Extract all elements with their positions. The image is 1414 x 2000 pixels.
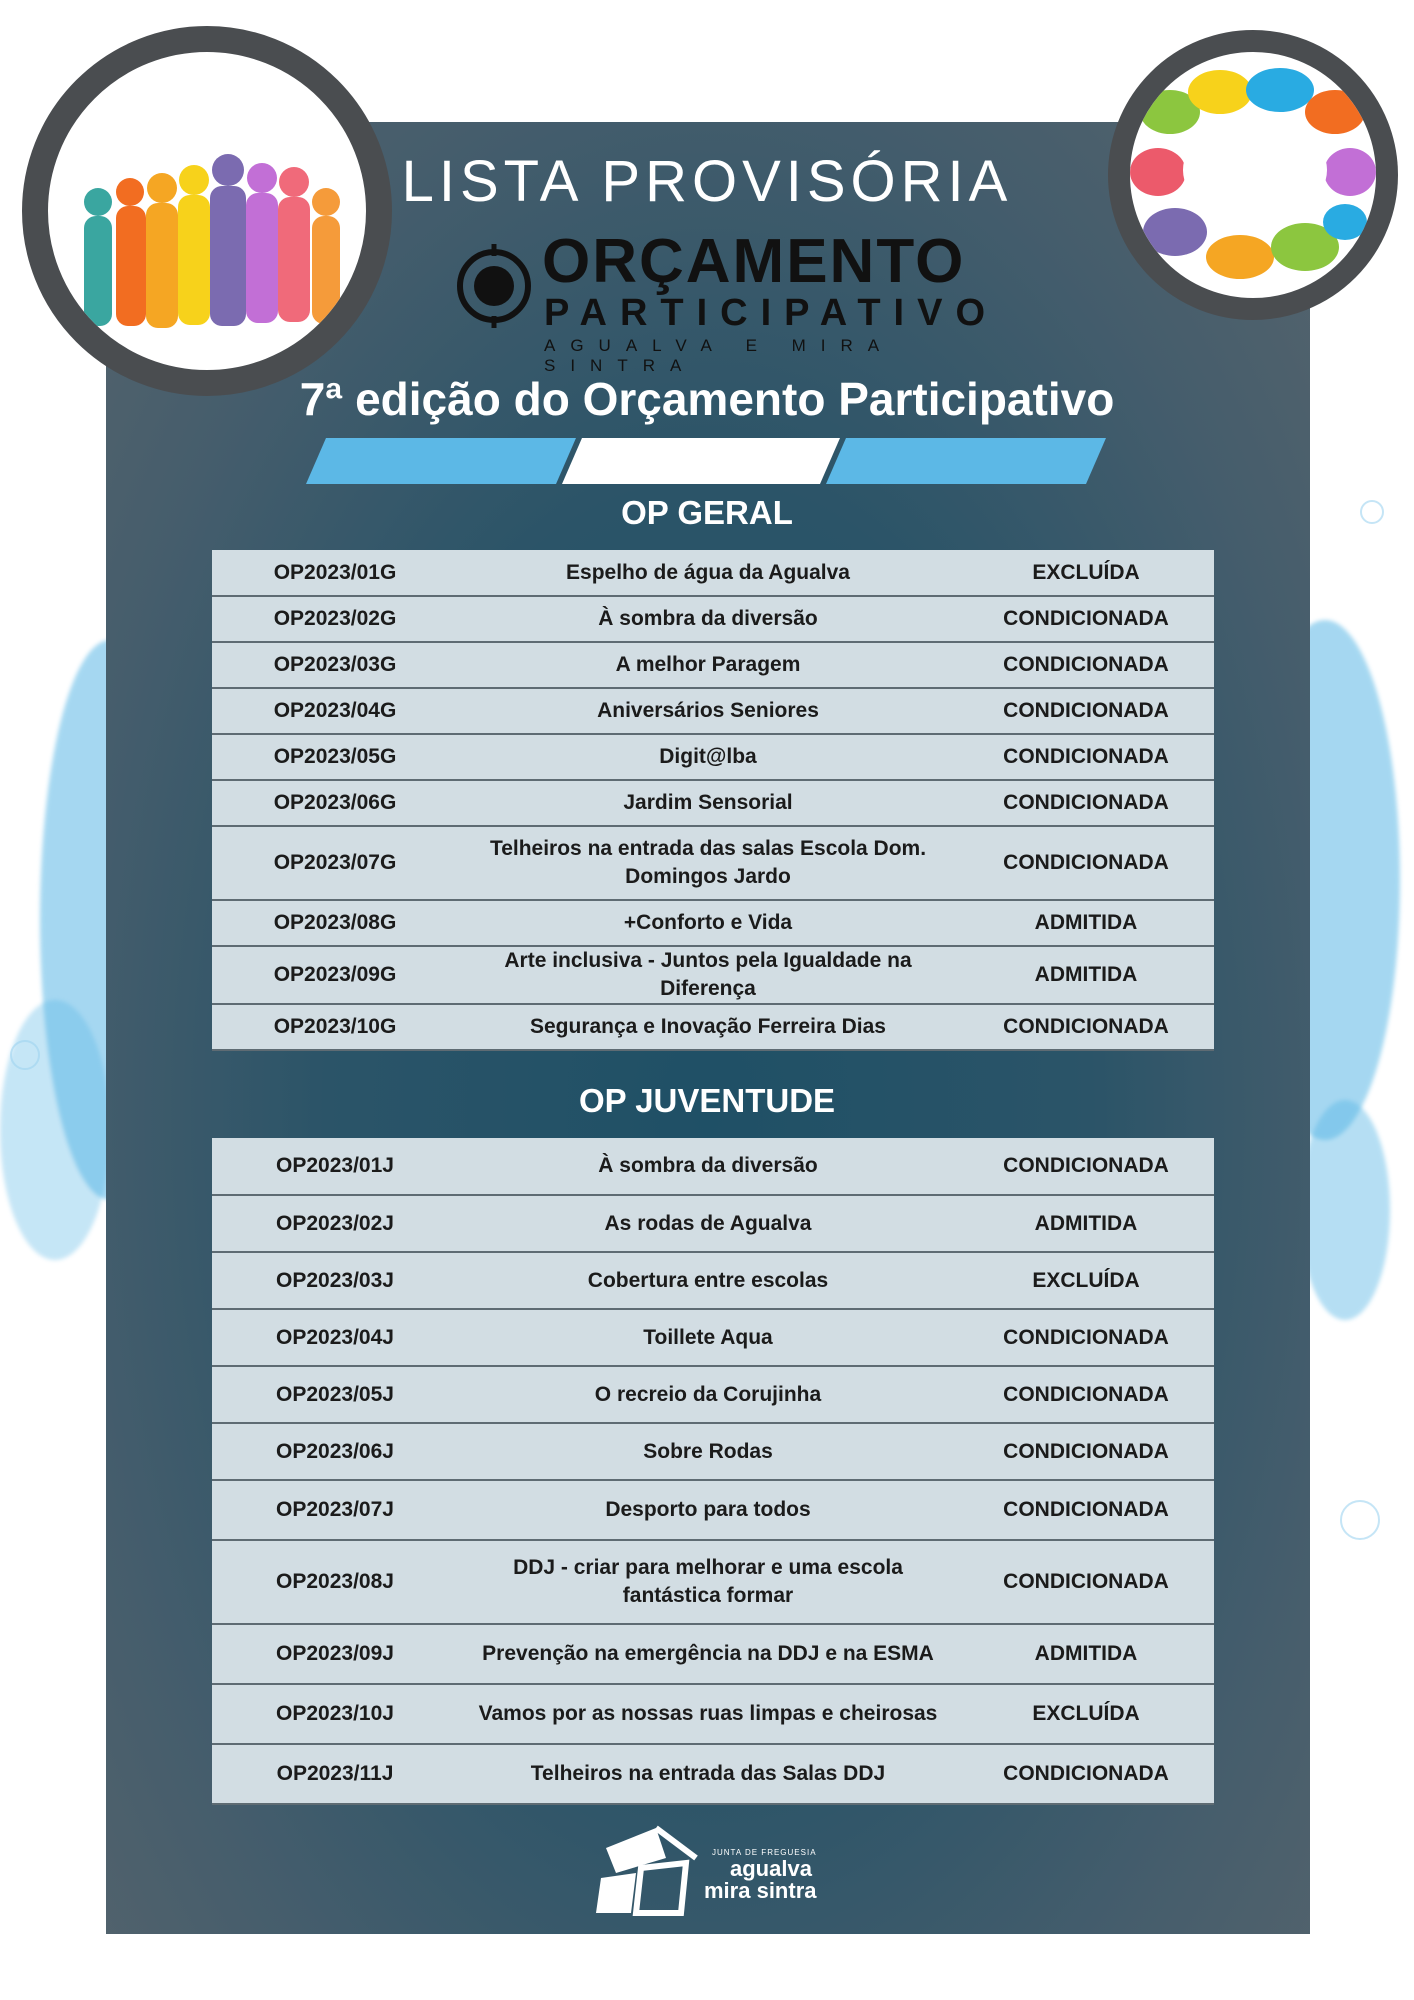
table-row bbox=[212, 1423, 1214, 1480]
project-status: CONDICIONADA bbox=[958, 1540, 1214, 1624]
section-title-op-geral: OP GERAL bbox=[621, 494, 793, 531]
decor-ring bbox=[1340, 1500, 1380, 1540]
project-name: Telheiros na entrada das Salas DDJ bbox=[458, 1744, 958, 1804]
project-name: +Conforto e Vida bbox=[458, 900, 958, 946]
logo-subtitle: AGUALVA E MIRA SINTRA bbox=[544, 336, 894, 375]
project-status: ADMITIDA bbox=[958, 1624, 1214, 1684]
project-status: CONDICIONADA bbox=[958, 1480, 1214, 1540]
table-row bbox=[212, 1744, 1214, 1804]
project-name: Cobertura entre escolas bbox=[458, 1252, 958, 1309]
freguesia-emblem-icon bbox=[596, 1818, 706, 1918]
footer-line-1: agualva bbox=[730, 1856, 812, 1881]
table-row bbox=[212, 1684, 1214, 1744]
table-row bbox=[212, 1004, 1214, 1050]
project-status: CONDICIONADA bbox=[958, 1744, 1214, 1804]
project-code: OP2023/01J bbox=[212, 1138, 458, 1195]
table-row bbox=[212, 1366, 1214, 1423]
project-name: Telheiros na entrada das salas Escola Dom. Domingos Jardo bbox=[458, 826, 958, 900]
project-code: OP2023/02G bbox=[212, 596, 458, 642]
table-row bbox=[212, 596, 1214, 642]
orcamento-participativo-logo bbox=[452, 226, 998, 375]
table-row bbox=[212, 734, 1214, 780]
decor-ring bbox=[10, 1040, 40, 1070]
project-code: OP2023/11J bbox=[212, 1744, 458, 1804]
project-status: CONDICIONADA bbox=[958, 1309, 1214, 1366]
table-row bbox=[212, 1195, 1214, 1252]
project-status: CONDICIONADA bbox=[958, 734, 1214, 780]
project-code: OP2023/10J bbox=[212, 1684, 458, 1744]
project-name: DDJ - criar para melhorar e uma escola fantástica formar bbox=[458, 1540, 958, 1624]
table-row bbox=[212, 1252, 1214, 1309]
project-status: CONDICIONADA bbox=[958, 688, 1214, 734]
project-name: Jardim Sensorial bbox=[458, 780, 958, 826]
project-name: Sobre Rodas bbox=[458, 1423, 958, 1480]
project-status: CONDICIONADA bbox=[958, 1366, 1214, 1423]
table-row bbox=[212, 1138, 1214, 1195]
table-row bbox=[212, 1480, 1214, 1540]
table-row bbox=[212, 642, 1214, 688]
op-geral-table bbox=[212, 550, 1214, 1051]
project-name: Vamos por as nossas ruas limpas e cheirosas bbox=[458, 1684, 958, 1744]
project-status: EXCLUÍDA bbox=[958, 1684, 1214, 1744]
project-name: À sombra da diversão bbox=[458, 1138, 958, 1195]
project-code: OP2023/07J bbox=[212, 1480, 458, 1540]
project-status: CONDICIONADA bbox=[958, 1004, 1214, 1050]
project-code: OP2023/04J bbox=[212, 1309, 458, 1366]
op-juventude-table bbox=[212, 1138, 1214, 1805]
logo-word-orcamento: ORÇAMENTO bbox=[542, 227, 966, 296]
project-status: CONDICIONADA bbox=[958, 1138, 1214, 1195]
project-code: OP2023/02J bbox=[212, 1195, 458, 1252]
project-name: O recreio da Corujinha bbox=[458, 1366, 958, 1423]
page-title: LISTA PROVISÓRIA bbox=[401, 149, 1013, 214]
project-status: CONDICIONADA bbox=[958, 1423, 1214, 1480]
table-row bbox=[212, 826, 1214, 900]
project-status: CONDICIONADA bbox=[958, 780, 1214, 826]
project-status: CONDICIONADA bbox=[958, 596, 1214, 642]
project-code: OP2023/10G bbox=[212, 1004, 458, 1050]
paint-splash-left-lower bbox=[0, 1000, 110, 1260]
table-row bbox=[212, 1309, 1214, 1366]
project-name: Toillete Aqua bbox=[458, 1309, 958, 1366]
project-name: A melhor Paragem bbox=[458, 642, 958, 688]
project-name: Segurança e Inovação Ferreira Dias bbox=[458, 1004, 958, 1050]
project-name: Arte inclusiva - Juntos pela Igualdade na Diferença bbox=[458, 946, 958, 1004]
project-status: EXCLUÍDA bbox=[958, 1252, 1214, 1309]
project-code: OP2023/03G bbox=[212, 642, 458, 688]
project-code: OP2023/05J bbox=[212, 1366, 458, 1423]
paint-splash-right-lower bbox=[1300, 1100, 1390, 1320]
project-code: OP2023/08J bbox=[212, 1540, 458, 1624]
decor-ring bbox=[1360, 500, 1384, 524]
project-name: Digit@lba bbox=[458, 734, 958, 780]
project-status: EXCLUÍDA bbox=[958, 550, 1214, 596]
target-icon bbox=[452, 244, 536, 328]
project-code: OP2023/09J bbox=[212, 1624, 458, 1684]
edition-subtitle: 7ª edição do Orçamento Participativo bbox=[299, 373, 1115, 425]
project-name: À sombra da diversão bbox=[458, 596, 958, 642]
table-row bbox=[212, 550, 1214, 596]
logo-word-participativo: PARTICIPATIVO bbox=[544, 292, 998, 334]
junta-freguesia-logo bbox=[596, 1818, 836, 1922]
footer-small-label: JUNTA DE FREGUESIA bbox=[712, 1848, 817, 1857]
project-code: OP2023/07G bbox=[212, 826, 458, 900]
decorative-stripes bbox=[306, 438, 1106, 484]
project-status: ADMITIDA bbox=[958, 1195, 1214, 1252]
table-row bbox=[212, 688, 1214, 734]
project-status: CONDICIONADA bbox=[958, 826, 1214, 900]
table-row bbox=[212, 900, 1214, 946]
project-name: Espelho de água da Agualva bbox=[458, 550, 958, 596]
project-status: CONDICIONADA bbox=[958, 642, 1214, 688]
project-status: ADMITIDA bbox=[958, 946, 1214, 1004]
table-row bbox=[212, 780, 1214, 826]
project-code: OP2023/06G bbox=[212, 780, 458, 826]
project-code: OP2023/04G bbox=[212, 688, 458, 734]
project-code: OP2023/08G bbox=[212, 900, 458, 946]
project-code: OP2023/09G bbox=[212, 946, 458, 1004]
section-title-op-juventude: OP JUVENTUDE bbox=[578, 1082, 836, 1119]
project-name: Desporto para todos bbox=[458, 1480, 958, 1540]
project-code: OP2023/05G bbox=[212, 734, 458, 780]
project-status: ADMITIDA bbox=[958, 900, 1214, 946]
project-code: OP2023/01G bbox=[212, 550, 458, 596]
footer-line-2: mira sintra bbox=[704, 1878, 817, 1903]
project-name: Prevenção na emergência na DDJ e na ESMA bbox=[458, 1624, 958, 1684]
table-row bbox=[212, 1540, 1214, 1624]
table-row bbox=[212, 1624, 1214, 1684]
table-row bbox=[212, 946, 1214, 1004]
speech-bubbles-image bbox=[1108, 30, 1398, 320]
project-name: As rodas de Agualva bbox=[458, 1195, 958, 1252]
project-code: OP2023/06J bbox=[212, 1423, 458, 1480]
project-name: Aniversários Seniores bbox=[458, 688, 958, 734]
project-code: OP2023/03J bbox=[212, 1252, 458, 1309]
